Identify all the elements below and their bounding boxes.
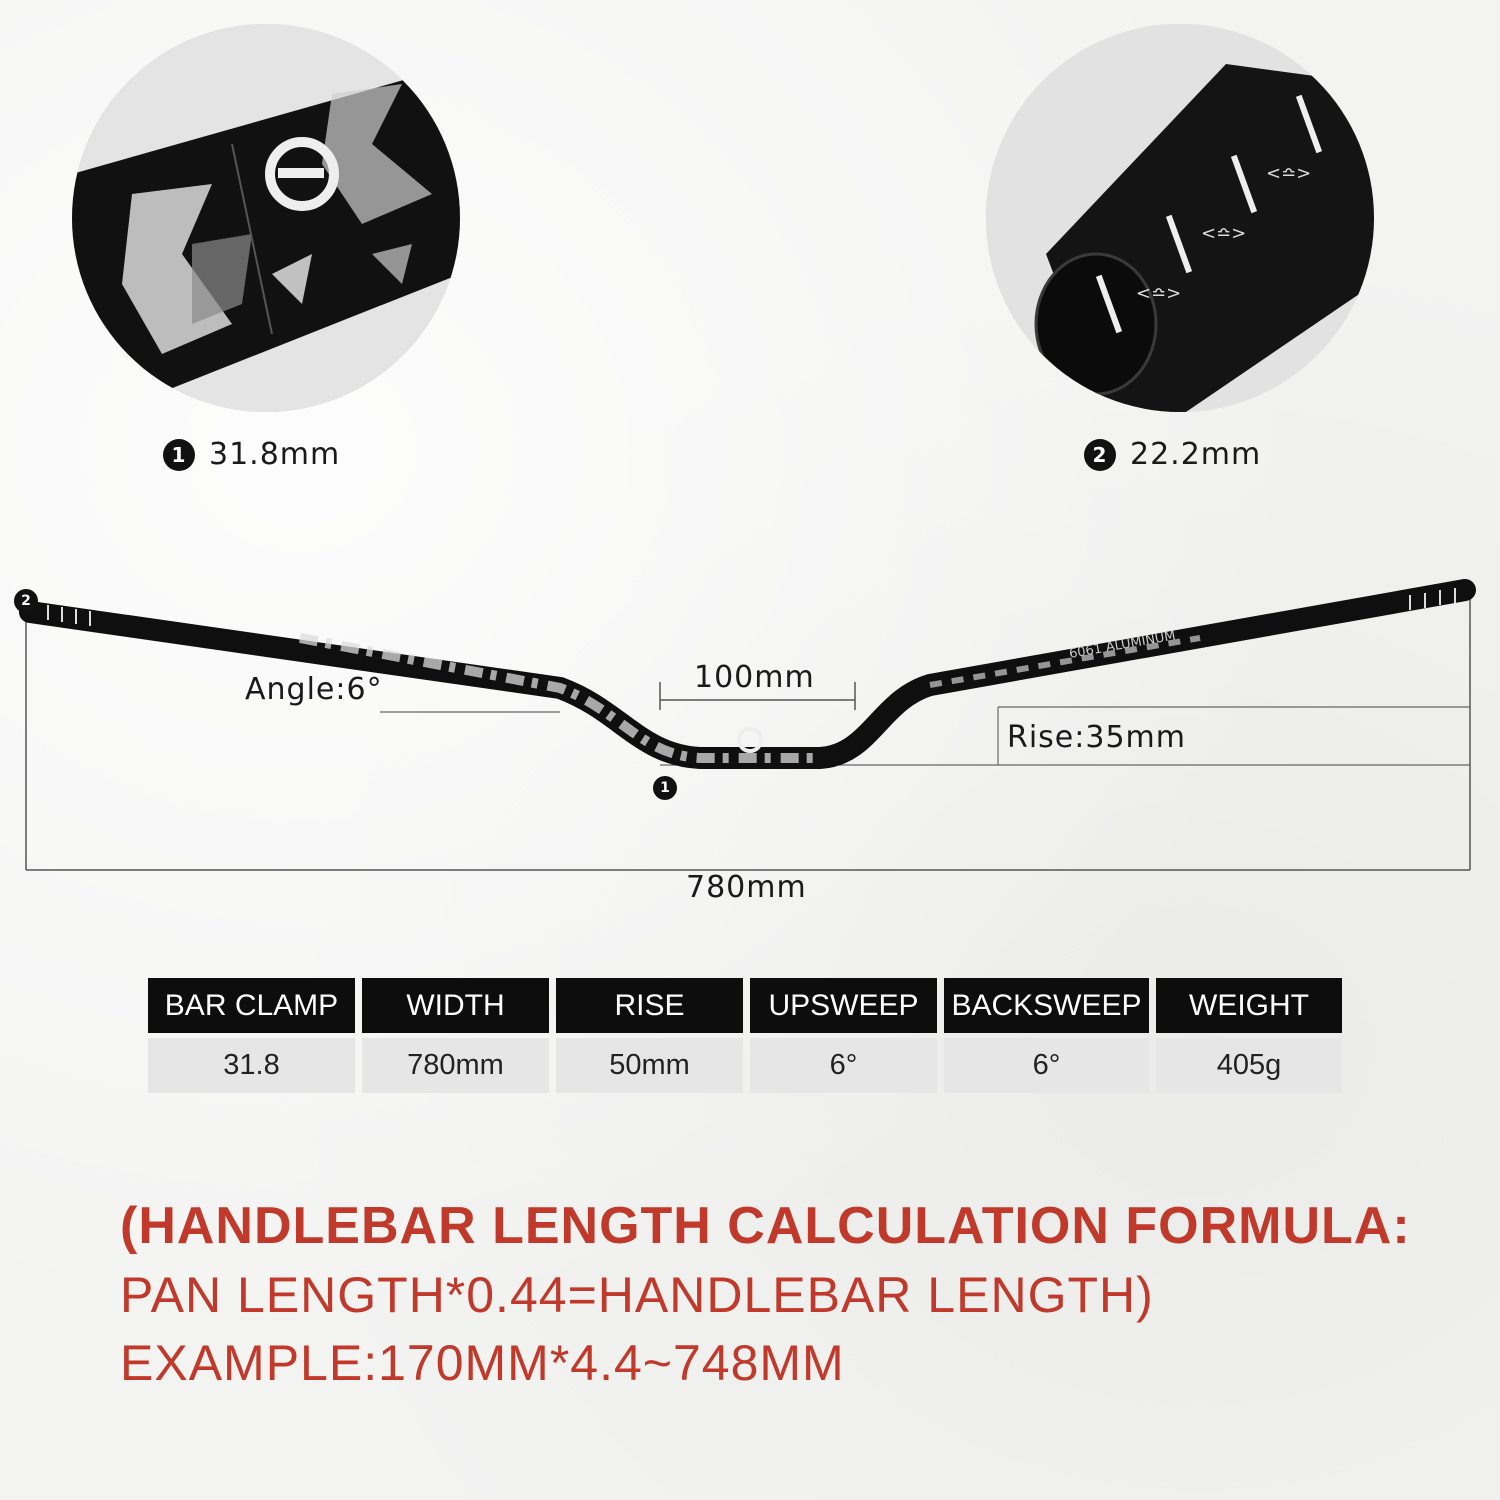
end-marker-badge: 2 — [14, 589, 38, 613]
svg-text:<≏>: <≏> — [1136, 283, 1182, 304]
spec-header: BACKSWEEP — [944, 978, 1149, 1033]
spec-value: 6° — [944, 1038, 1149, 1093]
spec-value: 780mm — [362, 1038, 549, 1093]
marker-1-badge: 1 — [163, 439, 195, 471]
bar-print-text: 6061 ALUMINUM — [1068, 628, 1177, 662]
spec-header: WIDTH — [362, 978, 549, 1033]
clamp-detail-image — [72, 24, 460, 412]
grip-end-detail-image — [986, 24, 1374, 412]
grip-diameter-label — [1084, 437, 1261, 472]
spec-col-upsweep — [750, 978, 937, 1093]
grip-diameter-value: 22.2mm — [1130, 437, 1262, 472]
spec-value: 50mm — [556, 1038, 743, 1093]
spec-value: 31.8 — [148, 1038, 355, 1093]
spec-col-bar-clamp — [148, 978, 355, 1093]
angle-label: Angle:6° — [245, 672, 383, 707]
rise-label: Rise:35mm — [1007, 720, 1186, 755]
spec-header: WEIGHT — [1156, 978, 1342, 1033]
spec-header: RISE — [556, 978, 743, 1033]
spec-value: 6° — [750, 1038, 937, 1093]
formula-title: (HANDLEBAR LENGTH CALCULATION FORMULA: — [120, 1197, 1411, 1255]
spec-table — [148, 978, 1342, 1093]
formula-example: EXAMPLE:170MM*4.4~748MM — [120, 1335, 845, 1391]
center-width-label: 100mm — [694, 660, 815, 695]
spec-col-weight — [1156, 978, 1342, 1093]
center-marker-badge: 1 — [653, 776, 677, 800]
spec-header: UPSWEEP — [750, 978, 937, 1033]
clamp-diameter-label — [163, 437, 340, 472]
spec-col-width — [362, 978, 549, 1093]
formula-equation: PAN LENGTH*0.44=HANDLEBAR LENGTH) — [120, 1267, 1154, 1323]
spec-header: BAR CLAMP — [148, 978, 355, 1033]
handlebar-diagram — [0, 560, 1500, 920]
spec-col-backsweep — [944, 978, 1149, 1093]
spec-col-rise — [556, 978, 743, 1093]
svg-text:<≏>: <≏> — [1266, 163, 1312, 184]
clamp-diameter-value: 31.8mm — [209, 437, 341, 472]
spec-value: 405g — [1156, 1038, 1342, 1093]
total-width-label: 780mm — [686, 870, 807, 905]
marker-2-badge: 2 — [1084, 439, 1116, 471]
svg-text:<≏>: <≏> — [1201, 223, 1247, 244]
